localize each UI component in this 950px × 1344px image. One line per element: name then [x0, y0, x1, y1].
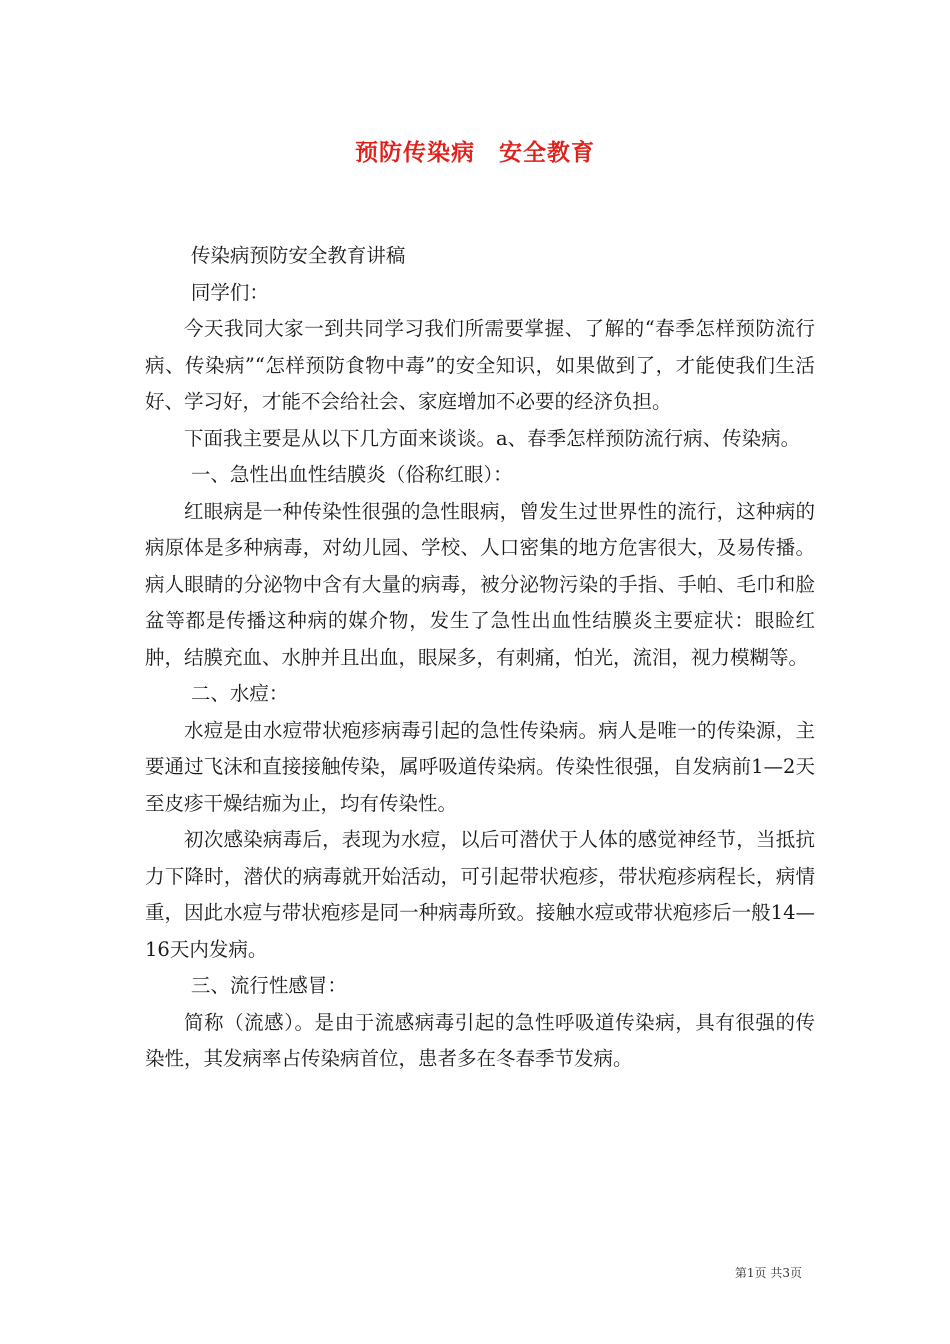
page-number: 第1页 共3页 [734, 1266, 802, 1280]
paragraph: 今天我同大家一到共同学习我们所需要掌握、了解的“春季怎样预防流行病、传染病”“怎样预防食物中毒”的安全知识，如果做到了，才能使我们生活好、学习好，才能不会给社会、家庭增加不必要的经济负担。 [145, 317, 815, 413]
paragraph: 初次感染病毒后，表现为水痘，以后可潜伏于人体的感觉神经节，当抵抗力下降时，潜伏的病毒就开始活动，可引起带状疱疹，带状疱疹病程长，病情重，因此水痘与带状疱疹是同一种病毒所致。接触水痘或带状疱疹后一般14—16天内发病。 [145, 828, 815, 961]
section-heading-2: 二、水痘： [190, 682, 289, 705]
document-body [145, 238, 815, 1078]
paragraph-greeting: 同学们： [190, 280, 269, 304]
section-heading-3: 三、流行性感冒： [190, 974, 347, 997]
paragraph: 下面我主要是从以下几方面来谈谈。a、春季怎样预防流行病、传染病。 [184, 426, 801, 450]
document-title: 预防传染病 安全教育 [355, 139, 595, 166]
paragraph: 简称（流感）。是由于流感病毒引起的急性呼吸道传染病，具有很强的传染性，其发病率占传染病首位，患者多在冬春季节发病。 [145, 1010, 815, 1070]
paragraph: 水痘是由水痘带状疱疹病毒引起的急性传染病。病人是唯一的传染源，主要通过飞沫和直接接触传染，属呼吸道传染病。传染性很强，自发病前1—2天至皮疹干燥结痂为止，均有传染性。 [145, 718, 815, 815]
section-heading-1: 一、急性出血性结膜炎（俗称红眼）： [190, 463, 513, 486]
paragraph-heading: 传染病预防安全教育讲稿 [190, 244, 406, 267]
paragraph: 红眼病是一种传染性很强的急性眼病，曾发生过世界性的流行，这种病的病原体是多种病毒，对幼儿园、学校、人口密集的地方危害很大，及易传播。病人眼睛的分泌物中含有大量的病毒，被分泌物污染的手指、手帕、毛巾和脸盆等都是传播这种病的媒介物，发生了急性出血性结膜炎主要症状：眼睑红肿，结膜充血、水肿并且出血，眼屎多，有刺痛，怕光，流泪，视力模糊等。 [145, 499, 815, 669]
